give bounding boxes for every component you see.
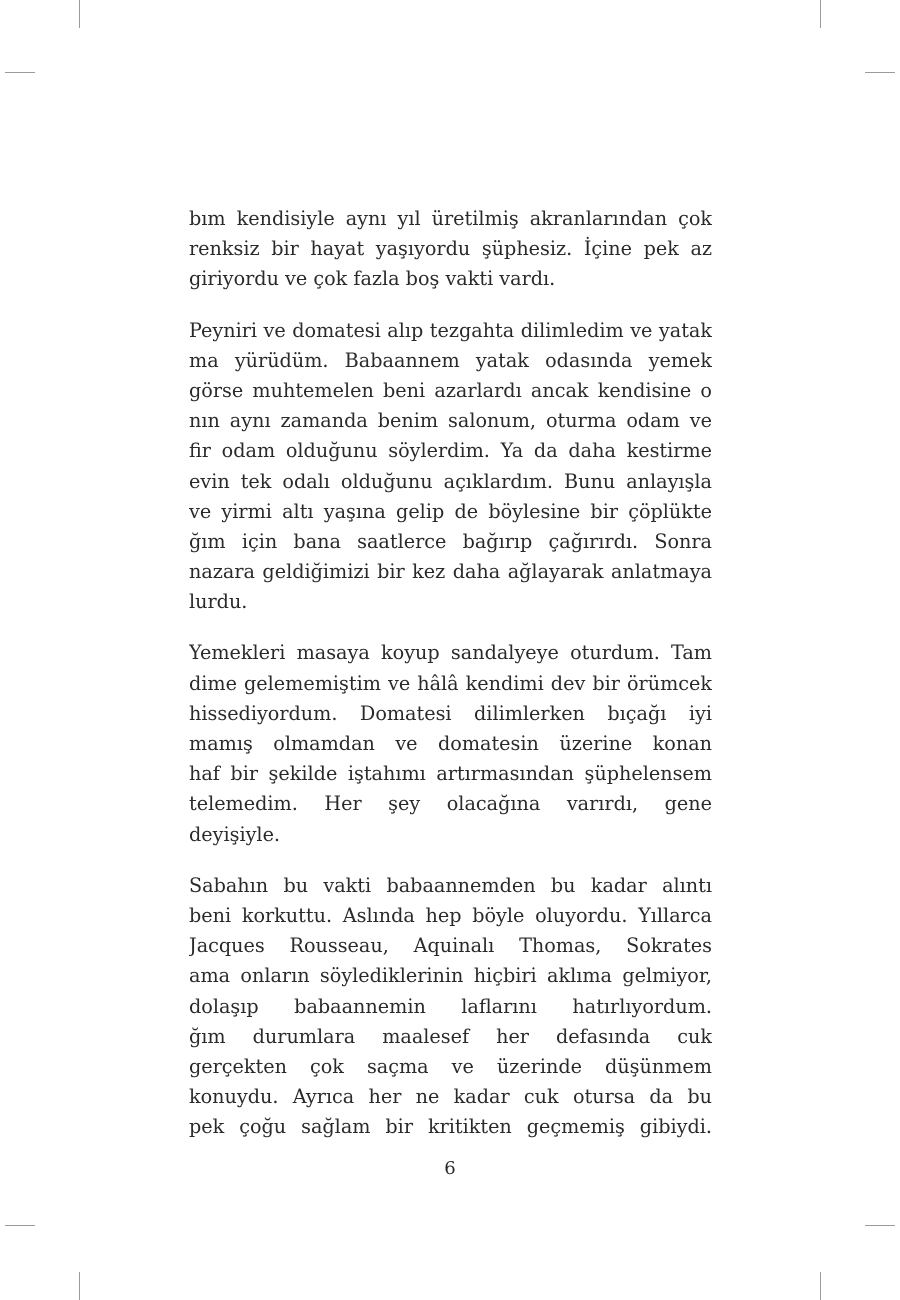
text-line: nın aynı zamanda benim salonum, oturma odam ve (189, 409, 712, 433)
text-line: dime gelememiştim ve hâlâ kendimi dev bir örümcek (189, 671, 712, 695)
crop-mark-right-bottom (865, 1225, 895, 1226)
text-line: mamış olmamdan ve domatesin üzerine konan (189, 732, 712, 755)
text-line: Yemekleri masaya koyup sandalyeye oturdum. Tam (189, 641, 712, 665)
text-line: hissediyordum. Domatesi dilimlerken bıçağı iyi (189, 701, 712, 725)
crop-mark-top-left (79, 0, 80, 28)
paragraph (189, 871, 712, 1143)
text-line: Peyniri ve domatesi alıp tezgahta dilimledim ve yatak (189, 318, 712, 342)
crop-mark-left-bottom (5, 1225, 35, 1226)
paragraph-gap (189, 295, 712, 316)
paragraph (189, 204, 712, 295)
text-line: fir odam olduğunu söylerdim. Ya da daha kestirme (189, 439, 712, 463)
paragraph (189, 316, 712, 618)
text-line: haf bir şekilde iştahımı artırmasından şüphelensem (189, 762, 712, 786)
text-line: pek çoğu sağlam bir kritikten geçmemiş gibiydi. (189, 1115, 712, 1139)
text-line: ma yürüdüm. Babaannem yatak odasında yemek (189, 348, 712, 372)
paragraph-gap (189, 850, 712, 871)
body-text (189, 204, 712, 1142)
crop-mark-bottom-right (820, 1272, 821, 1300)
paragraph-gap (189, 617, 712, 638)
text-line: renksiz bir hayat yaşıyordu şüphesiz. İçine pek az (189, 237, 712, 261)
crop-mark-bottom-left (79, 1272, 80, 1300)
text-line: konuydu. Ayrıca her ne kadar cuk otursa da bu (189, 1085, 712, 1109)
text-line: ğım için bana saatlerce bağırıp çağırırdı. Sonra (189, 529, 712, 553)
crop-mark-top-right (820, 0, 821, 28)
text-line: telemedim. Her şey olacağına varırdı, gene (189, 792, 712, 816)
text-line: Jacques Rousseau, Aquinalı Thomas, Sokrates (189, 934, 712, 958)
text-line: bım kendisiyle aynı yıl üretilmiş akranlarından çok (189, 207, 712, 230)
text-line: ğım durumlara maalesef her defasında cuk (189, 1024, 712, 1048)
crop-mark-left-top (5, 72, 35, 73)
text-line: ve yirmi altı yaşına gelip de böylesine bir çöplükte (189, 499, 712, 523)
text-line: gerçekten çok saçma ve üzerinde düşünmem (189, 1054, 712, 1078)
text-line: lurdu. (189, 590, 248, 614)
text-line: Sabahın bu vakti babaannemden bu kadar alıntı (189, 873, 712, 897)
crop-mark-right-top (865, 72, 895, 73)
page-number: 6 (444, 1158, 456, 1179)
text-line: dolaşıp babaannemin laflarını hatırlıyordum. (189, 994, 712, 1018)
text-line: giriyordu ve çok fazla boş vakti vardı. (189, 267, 556, 291)
text-line: nazara geldiğimizi bir kez daha ağlayarak anlatmaya (189, 560, 712, 584)
text-line: ama onların söylediklerinin hiçbiri aklıma gelmiyor, (189, 964, 712, 988)
text-line: beni korkuttu. Aslında hep böyle oluyordu. Yıllarca (189, 903, 712, 927)
paragraph (189, 638, 712, 849)
text-line: deyişiyle. (189, 822, 281, 846)
text-line: evin tek odalı olduğunu açıklardım. Bunu anlayışla (189, 469, 712, 493)
text-line: görse muhtemelen beni azarlardı ancak kendisine o (189, 378, 712, 402)
